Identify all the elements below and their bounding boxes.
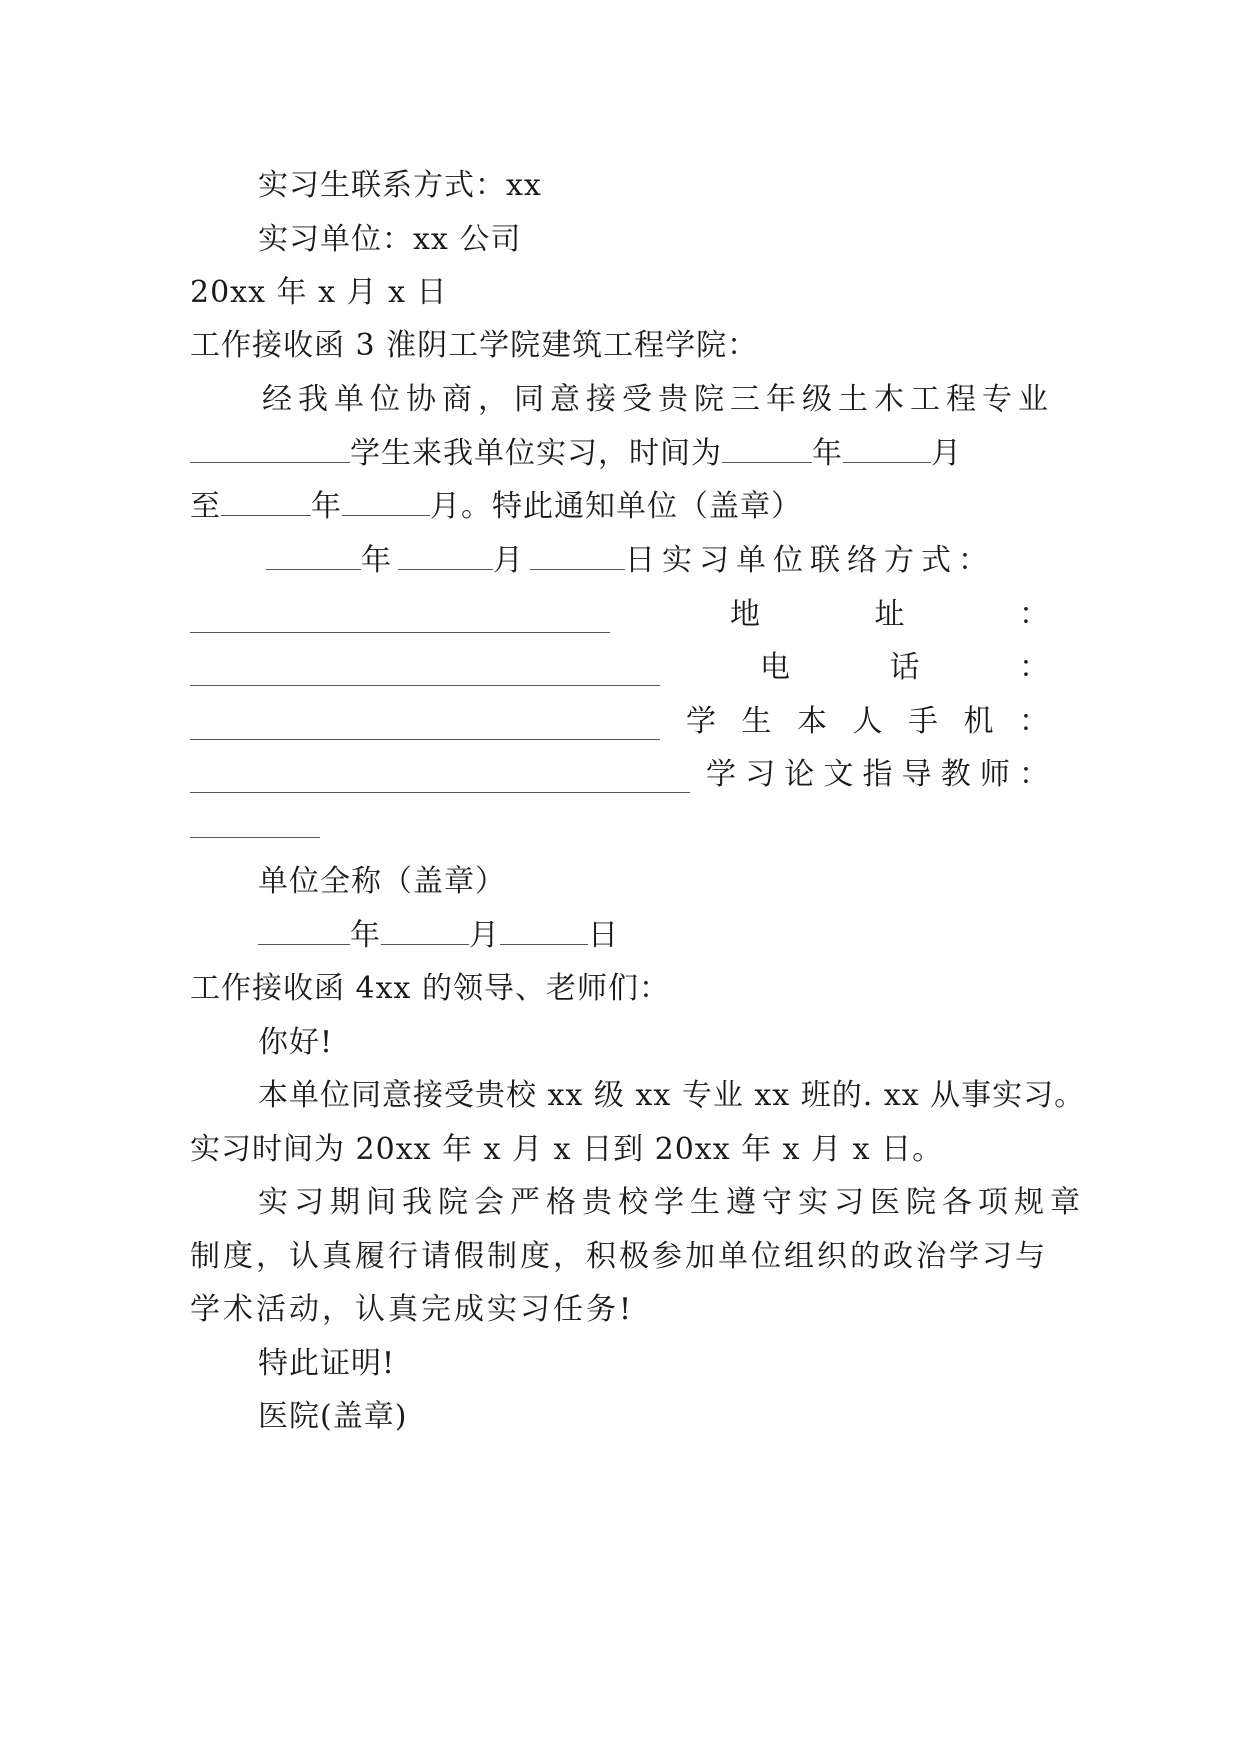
blank-underline — [190, 659, 660, 686]
label-char: 师 — [979, 757, 1011, 792]
label-char: 习 — [745, 757, 777, 792]
unit-full-name-line: 单位全称（盖章） — [258, 864, 506, 899]
label-char: 学 — [706, 757, 737, 792]
label-char: 手 — [908, 704, 939, 739]
label-char: 教 — [940, 757, 972, 792]
blank-underline — [258, 918, 350, 945]
certification-line: 特此证明! — [258, 1346, 396, 1381]
blank-underline — [530, 543, 625, 570]
letter-4-body-line-3: 实习期间我院会严格贵校学生遵守实习医院各项规章 — [258, 1185, 1086, 1220]
body-text: 年 — [812, 436, 843, 471]
intern-contact-line: 实习生联系方式：xx — [258, 168, 542, 203]
letter-3-body-line-3 — [190, 489, 1050, 525]
label-char: 生 — [741, 704, 773, 739]
letter-4-heading: 工作接收函 4xx 的领导、老师们： — [190, 971, 670, 1006]
date-line: 20xx 年 x 月 x 日 — [190, 275, 448, 310]
label-char: 本 — [797, 704, 828, 739]
blank-underline — [190, 811, 320, 838]
label-char: 文 — [823, 757, 855, 792]
label-char: ： — [1019, 757, 1050, 792]
letter-3-body-line-1: 经我单位协商，同意接受贵院三年级土木工程专业 — [262, 382, 1054, 417]
label-char: 学 — [686, 704, 717, 739]
label-char: ： — [1019, 597, 1050, 632]
letter-4-body-line-2: 实习时间为 20xx 年 x 月 x 日到 20xx 年 x 月 x 日。 — [190, 1132, 944, 1167]
body-text: 月。特此通知单位（盖章） — [430, 489, 802, 524]
blank-underline — [381, 918, 469, 945]
advisor-blank-line — [190, 811, 1050, 847]
advisor-line — [190, 757, 1050, 793]
label-char: 导 — [901, 757, 933, 792]
body-text: 年 — [311, 489, 342, 524]
body-text: 年 — [350, 918, 381, 953]
hospital-seal-line: 医院(盖章) — [258, 1399, 408, 1434]
label-char: 论 — [784, 757, 816, 792]
body-text: 至 — [190, 489, 221, 524]
greeting-line: 你好! — [258, 1025, 334, 1060]
label-char: 地 — [730, 597, 761, 632]
label-char: ： — [1019, 650, 1050, 685]
blank-underline — [843, 436, 931, 463]
phone-line — [190, 650, 1050, 686]
body-text: 月 — [493, 543, 530, 578]
blank-underline — [398, 543, 493, 570]
blank-underline — [221, 489, 311, 516]
blank-underline — [190, 766, 690, 793]
label-char: 机 — [963, 704, 995, 739]
letter-4-body-line-4: 制度，认真履行请假制度，积极参加单位组织的政治学习与 — [190, 1239, 1048, 1274]
letter-3-body-line-2 — [190, 436, 1050, 472]
blank-underline — [266, 543, 361, 570]
student-mobile-line — [190, 704, 1050, 740]
label-char: ： — [1019, 704, 1050, 739]
label-char: 指 — [862, 757, 894, 792]
body-text: 日 — [588, 918, 619, 953]
label-char: 人 — [852, 704, 884, 739]
address-line — [190, 597, 1050, 633]
blank-underline — [722, 436, 812, 463]
blank-underline — [342, 489, 430, 516]
body-text: 日实习单位联络方式： — [625, 543, 995, 578]
label-char: 电 — [760, 650, 791, 685]
letter-3-heading: 工作接收函 3 淮阴工学院建筑工程学院： — [190, 328, 759, 363]
body-text: 学生来我单位实习，时间为 — [350, 436, 722, 471]
label-char: 话 — [889, 650, 921, 685]
seal-date-line — [258, 918, 1050, 954]
body-text: 月 — [469, 918, 500, 953]
intern-unit-line: 实习单位：xx 公司 — [258, 222, 522, 257]
blank-underline — [500, 918, 588, 945]
blank-underline — [190, 713, 660, 740]
blank-underline — [190, 436, 350, 463]
label-char: 址 — [874, 597, 906, 632]
blank-underline — [190, 606, 610, 633]
body-text: 年 — [361, 543, 398, 578]
letter-4-body-line-5: 学术活动，认真完成实习任务! — [190, 1292, 635, 1327]
body-text: 月 — [931, 436, 962, 471]
signature-date-line — [266, 543, 1050, 579]
letter-4-body-line-1: 本单位同意接受贵校 xx 级 xx 专业 xx 班的. xx 从事实习。 — [258, 1078, 1086, 1113]
